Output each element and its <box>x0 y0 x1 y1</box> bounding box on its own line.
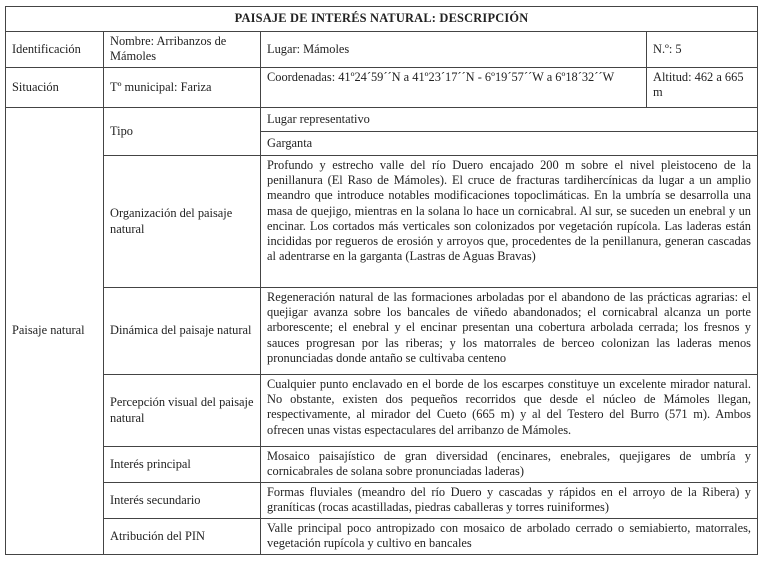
tipo-value-1: Lugar representativo <box>261 108 758 132</box>
interes-principal-row <box>6 447 758 483</box>
dinamica-text: Regeneración natural de las formaciones arboladas por el abandono de las prácticas agrarias: el quejigar avanza sobre los bancales de viñedo abandonados; el cornicabral alcanza un porte arborescente; el enebral y el encinar presentan una cobertura arbolada cerrada; los fresnos y sauces progresan por las riberas; y los matorrales de berceo colonizan las laderas menos pronunciadas donde antaño se cultivaba centeno <box>261 288 758 375</box>
document-page <box>5 6 758 555</box>
paisaje-natural-label: Paisaje natural <box>6 108 104 555</box>
organizacion-label: Organización del paisaje natural <box>104 156 261 288</box>
tipo-value-2: Garganta <box>261 132 758 156</box>
numero-cell: N.º: 5 <box>647 32 758 68</box>
interes-secundario-label: Interés secundario <box>104 483 261 519</box>
percepcion-label: Percepción visual del paisaje natural <box>104 375 261 447</box>
coordenadas-cell: Coordenadas: 41º24´59´´N a 41º23´17´´N - 6º19´57´´W a 6º18´32´´W <box>261 68 647 108</box>
organizacion-text: Profundo y estrecho valle del río Duero encajado 200 m sobre el nivel pleistoceno de la penillanura (El Raso de Mámoles). El cruce de fracturas tardihercínicas da lugar a un amplio meandro que introduce notables modificaciones topoclimáticas. En la umbría se desarrolla una masa de quejigo, mientras en la solana lo hace un cornicabral. Al sur, se suceden un enebral y un encinar. Los cortados más verticales son colonizados por vegetación rupícola. Las laderas están incididas por regueros de erosión y arroyos que, procedentes de la penillanura, generan cascadas al adentrarse en la garganta (Lastras de Aguas Bravas) <box>261 156 758 288</box>
atribucion-text: Valle principal poco antropizado con mosaico de arbolado cerrado o semiabierto, matorrales, vegetación rupícola y cultivo en bancales <box>261 519 758 555</box>
atribucion-row <box>6 519 758 555</box>
altitud-cell: Altitud: 462 a 665 m <box>647 68 758 108</box>
tipo-row-1 <box>6 108 758 132</box>
percepcion-row <box>6 375 758 447</box>
municipio-cell: Tº municipal: Fariza <box>104 68 261 108</box>
situacion-row <box>6 68 758 108</box>
table-title: PAISAJE DE INTERÉS NATURAL: DESCRIPCIÓN <box>6 7 758 32</box>
situacion-label: Situación <box>6 68 104 108</box>
interes-principal-label: Interés principal <box>104 447 261 483</box>
dinamica-label: Dinámica del paisaje natural <box>104 288 261 375</box>
identificacion-row <box>6 32 758 68</box>
interes-secundario-text: Formas fluviales (meandro del río Duero y cascadas y rápidos en el arroyo de la Ribera) y graníticas (rocas acastilladas, piedras caballeras y torres ruiniformes) <box>261 483 758 519</box>
paisaje-table <box>5 6 758 555</box>
lugar-cell: Lugar: Mámoles <box>261 32 647 68</box>
identificacion-label: Identificación <box>6 32 104 68</box>
atribucion-label: Atribución del PIN <box>104 519 261 555</box>
organizacion-row <box>6 156 758 288</box>
nombre-cell: Nombre: Arribanzos de Mámoles <box>104 32 261 68</box>
interes-secundario-row <box>6 483 758 519</box>
interes-principal-text: Mosaico paisajístico de gran diversidad (encinares, enebrales, quejigares de umbría y cornicabrales de solana sobre pronunciadas laderas) <box>261 447 758 483</box>
title-row <box>6 7 758 32</box>
dinamica-row <box>6 288 758 375</box>
percepcion-text: Cualquier punto enclavado en el borde de los escarpes constituye un excelente mirador natural. No obstante, existen dos pequeños recorridos que desde el núcleo de Mámoles llegan, respectivamente, al mirador del Cueto (665 m) y al del Testero del Burro (571 m). Ambos ofrecen unas vistas espectaculares del arribanzo de Mámoles. <box>261 375 758 447</box>
tipo-label: Tipo <box>104 108 261 156</box>
